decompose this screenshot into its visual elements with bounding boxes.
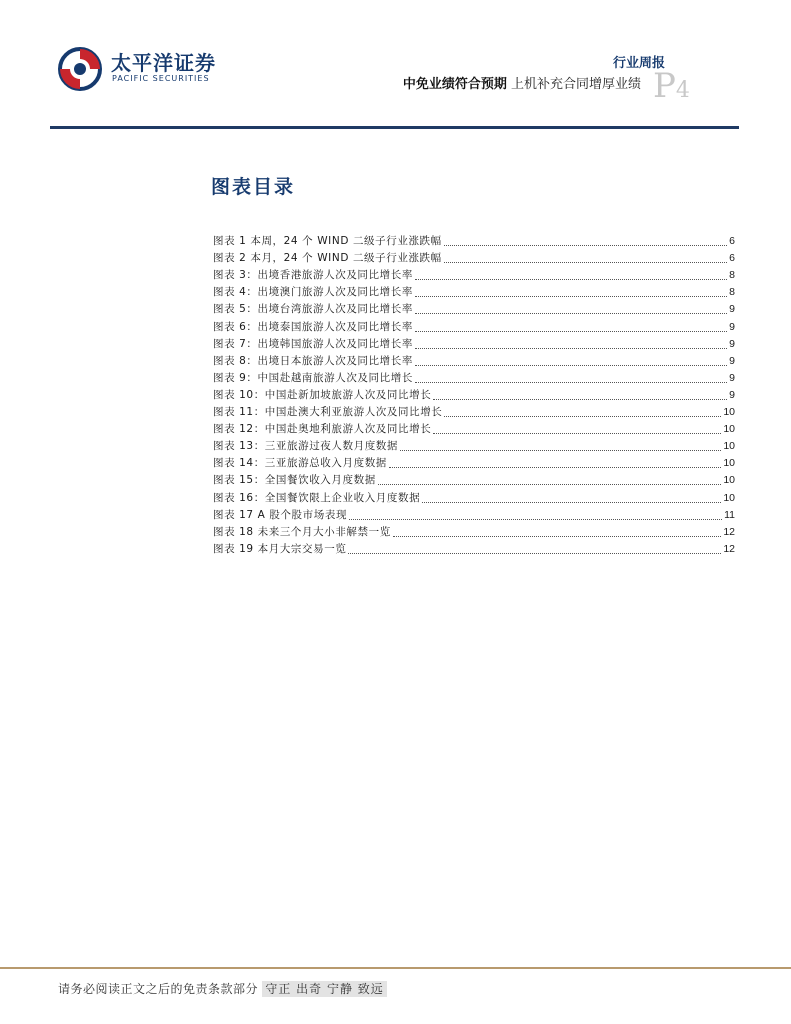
toc-entry[interactable] <box>213 233 735 250</box>
toc-entry[interactable] <box>213 421 735 438</box>
toc-entry-page[interactable]: 8 <box>729 286 735 299</box>
toc-entry-page[interactable]: 9 <box>729 320 735 333</box>
toc-entry-label[interactable]: 图表 18 未来三个月大小非解禁一览 <box>213 525 391 538</box>
toc-entry[interactable] <box>213 507 735 524</box>
toc-leader-dots <box>444 261 727 263</box>
section-title: 图表目录 <box>211 176 296 198</box>
page-indicator <box>653 66 690 106</box>
toc-leader-dots <box>415 330 727 332</box>
toc-leader-dots <box>415 381 727 383</box>
toc-leader-dots <box>433 398 727 400</box>
toc-entry[interactable] <box>213 353 735 370</box>
toc-entry-page[interactable]: 6 <box>729 235 735 248</box>
toc-entry-label[interactable]: 图表 17 A 股个股市场表现 <box>213 508 348 521</box>
toc-entry-page[interactable]: 12 <box>723 525 735 538</box>
toc-entry-page[interactable]: 9 <box>729 354 735 367</box>
toc-entry-label[interactable]: 图表 19 本月大宗交易一览 <box>213 542 347 555</box>
toc-entry-page[interactable]: 9 <box>729 303 735 316</box>
toc-entry-label[interactable]: 图表 9：中国赴越南旅游人次及同比增长 <box>213 371 413 384</box>
toc-entry[interactable] <box>213 541 735 558</box>
toc-entry-page[interactable]: 9 <box>729 388 735 401</box>
toc-entry-label[interactable]: 图表 13：三亚旅游过夜人数月度数据 <box>213 440 398 453</box>
toc-entry-label[interactable]: 图表 14：三亚旅游总收入月度数据 <box>213 457 387 470</box>
toc-entry-label[interactable]: 图表 3：出境香港旅游人次及同比增长率 <box>213 269 413 282</box>
toc-entry[interactable] <box>213 318 735 335</box>
report-title-bold: 中免业绩符合预期 <box>402 77 507 92</box>
toc-entry[interactable] <box>213 370 735 387</box>
header-divider <box>50 126 739 129</box>
table-of-figures <box>213 233 735 558</box>
toc-entry[interactable] <box>213 404 735 421</box>
toc-entry[interactable] <box>213 267 735 284</box>
footer-divider <box>0 967 791 969</box>
page-number: 4 <box>675 78 690 103</box>
toc-entry-label[interactable]: 图表 8：出境日本旅游人次及同比增长率 <box>213 354 413 367</box>
toc-entry-label[interactable]: 图表 5：出境台湾旅游人次及同比增长率 <box>213 303 413 316</box>
report-title-rest: 上机补充合同增厚业绩 <box>510 77 641 92</box>
toc-entry-label[interactable]: 图表 12：中国赴奥地利旅游人次及同比增长 <box>213 423 432 436</box>
company-logo <box>55 44 215 96</box>
toc-leader-dots <box>400 449 721 451</box>
toc-leader-dots <box>389 466 721 468</box>
toc-entry-label[interactable]: 图表 16：全国餐饮限上企业收入月度数据 <box>213 491 421 504</box>
toc-entry-page[interactable]: 10 <box>723 423 735 436</box>
toc-entry-page[interactable]: 10 <box>723 491 735 504</box>
toc-entry-page[interactable]: 9 <box>729 371 735 384</box>
toc-entry-label[interactable]: 图表 6：出境泰国旅游人次及同比增长率 <box>213 320 413 333</box>
toc-entry-page[interactable]: 8 <box>729 269 735 282</box>
footer <box>58 980 387 997</box>
toc-entry-page[interactable]: 10 <box>723 457 735 470</box>
toc-leader-dots <box>415 278 727 280</box>
toc-entry-label[interactable]: 图表 10：中国赴新加坡旅游人次及同比增长 <box>213 388 432 401</box>
toc-leader-dots <box>422 501 721 503</box>
page-prefix: P <box>653 66 676 106</box>
toc-entry-page[interactable]: 6 <box>729 252 735 265</box>
toc-leader-dots <box>433 432 721 434</box>
toc-entry[interactable] <box>213 284 735 301</box>
toc-entry-label[interactable]: 图表 11：中国赴澳大利亚旅游人次及同比增长 <box>213 406 443 419</box>
toc-entry-label[interactable]: 图表 4：出境澳门旅游人次及同比增长率 <box>213 286 413 299</box>
brand-name-en: PACIFIC SECURITIES <box>112 74 210 83</box>
toc-entry-page[interactable]: 12 <box>723 542 735 555</box>
toc-entry[interactable] <box>213 489 735 506</box>
toc-entry[interactable] <box>213 524 735 541</box>
footer-motto: 守正 出奇 宁静 致远 <box>262 981 386 997</box>
footer-disclaimer: 请务必阅读正文之后的免责条款部分 <box>58 982 259 996</box>
toc-entry[interactable] <box>213 438 735 455</box>
toc-entry-page[interactable]: 10 <box>723 474 735 487</box>
toc-leader-dots <box>378 483 722 485</box>
toc-entry[interactable] <box>213 387 735 404</box>
toc-entry-label[interactable]: 图表 15：全国餐饮收入月度数据 <box>213 474 376 487</box>
toc-entry[interactable] <box>213 472 735 489</box>
toc-entry-label[interactable]: 图表 2 本月，24 个 WIND 二级子行业涨跌幅 <box>213 252 442 265</box>
brand-name-cn: 太平洋证券 <box>111 51 216 75</box>
toc-leader-dots <box>348 552 721 554</box>
toc-entry[interactable] <box>213 250 735 267</box>
toc-entry-page[interactable]: 10 <box>723 440 735 453</box>
report-type: 行业周报 <box>612 56 665 71</box>
toc-leader-dots <box>349 518 722 520</box>
toc-entry-label[interactable]: 图表 7：出境韩国旅游人次及同比增长率 <box>213 337 413 350</box>
toc-leader-dots <box>444 244 727 246</box>
toc-leader-dots <box>415 347 727 349</box>
toc-entry-page[interactable]: 9 <box>729 337 735 350</box>
toc-leader-dots <box>415 295 727 297</box>
toc-leader-dots <box>444 415 721 417</box>
report-title <box>403 73 641 92</box>
toc-leader-dots <box>415 364 727 366</box>
toc-entry[interactable] <box>213 301 735 318</box>
toc-entry-label[interactable]: 图表 1 本周，24 个 WIND 二级子行业涨跌幅 <box>213 235 442 248</box>
pacific-securities-logo-icon <box>55 44 105 94</box>
toc-entry[interactable] <box>213 455 735 472</box>
toc-leader-dots <box>393 535 721 537</box>
toc-leader-dots <box>415 312 727 314</box>
toc-entry-page[interactable]: 10 <box>723 406 735 419</box>
toc-entry[interactable] <box>213 336 735 353</box>
toc-entry-page[interactable]: 11 <box>724 508 735 521</box>
